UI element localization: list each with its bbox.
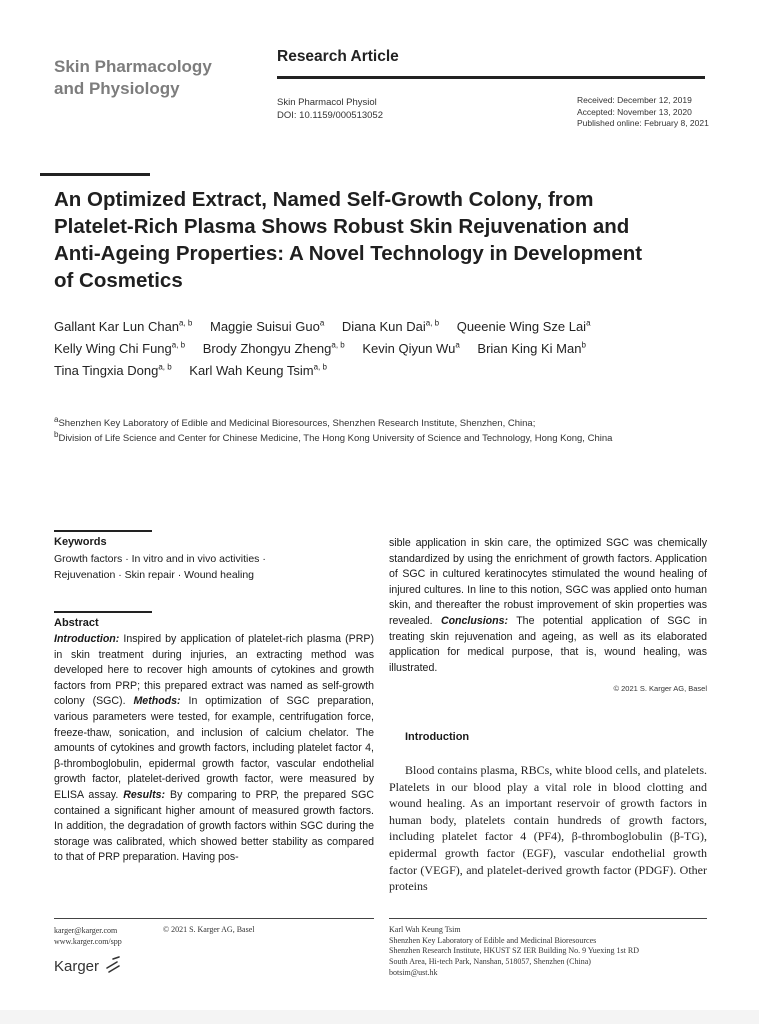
publisher-email-link[interactable]: karger@karger.com <box>54 926 118 935</box>
author-name: Kelly Wing Chi Fung$^{a, b}$ <box>54 340 186 356</box>
abstract-continuation <box>389 536 707 676</box>
abstract-conclusions-text: The potential application of SGC in treating skin rejuvenation and ageing, as well as its elaborated application for medical purpose, that is, wound healing, was illustrated. <box>389 614 707 674</box>
keywords-heading: Keywords <box>54 536 107 548</box>
received-date: Received: December 12, 2019 <box>577 95 692 105</box>
author-name: Gallant Kar Lun Chan$^{a, b}$ <box>54 318 193 334</box>
abstract-intro-text: Inspired by application of platelet-rich plasma (PRP) in skin treatment during injuries, an extracting method was developed here to recover high amounts of cytokines and growth factors from PRP; this prepared extract was named as self-growth colony (SGC). <box>54 633 374 708</box>
footer-copyright: © 2021 S. Karger AG, Basel <box>163 925 255 934</box>
abstract-results-text: By comparing to PRP, the prepared SGC contained a significant higher amount of measured growth factors. In addition, the degradation of growth factors within SGC during the storage was calibrated, which showed better stability as compared to that of PRP preparation. Having pos- <box>54 788 375 864</box>
abstract-methods-text: In optimization of SGC preparation, various parameters were tested, for example, centrifugation force, freeze-thaw, sonication, and inclusion of calcium chelator. The amounts of cytokines and growth factors, including platelet factor 4, β-thromboglobulin, epidermal growth factor, vascular endothelial growth factor, platelet-derived growth factor, were measured by ELISA assay. <box>54 695 374 801</box>
keywords-list <box>54 551 374 583</box>
abstract-heading: Abstract <box>54 617 99 629</box>
publisher-contact <box>54 925 122 947</box>
introduction-text: Blood contains plasma, RBCs, white blood cells, and platelets. Platelets in our blood play a vital role in blood clotting and wound healing. As an important reservoir of growth factors in human body, platelets contain hundreds of growth factors, including platelet factor 4 (PF4), β-thromboglobulin (β-TG), epidermal growth factor (EGF), vascular endothelial growth factor (VEGF), and platelet-derived growth factor (PDGF). Other proteins <box>389 763 707 894</box>
journal-name-line1: Skin Pharmacology <box>54 57 212 76</box>
abstract-body <box>54 632 374 866</box>
correspondence-line2: Shenzhen Research Institute, HKUST SZ IER Building No. 9 Yuexing 1st RD <box>389 946 639 956</box>
correspondence-email-link[interactable]: botsim@ust.hk <box>389 967 438 977</box>
publication-dates <box>577 95 709 130</box>
author-name: Brody Zhongyu Zheng$^{a, b}$ <box>202 340 345 356</box>
correspondence-name: Karl Wah Keung Tsim <box>389 925 461 934</box>
abstract-intro-label: Introduction: <box>54 633 120 645</box>
publisher-logo <box>54 958 99 975</box>
affiliation-a: $^a$Shenzhen Key Laboratory of Edible and Medicinal Bioresources, Shenzhen Research Institute, Shenzhen, China; <box>54 414 536 429</box>
author-affiliation-marker: a <box>455 340 460 350</box>
journal-name-line2: and Physiology <box>54 79 180 98</box>
correspondence-line3: South Area, Hi-tech Park, Nanshan, 518057, Shenzhen (China) <box>389 957 591 967</box>
abstract-methods-label: Methods: <box>133 695 181 708</box>
affiliations <box>54 416 634 446</box>
author-name: Tina Tingxia Dong$^{a, b}$ <box>54 362 172 378</box>
author-name: Kevin Qiyun Wu$^a$ <box>362 340 460 356</box>
author-affiliation-marker: a <box>319 318 325 328</box>
author-name: Karl Wah Keung Tsim$^{a, b}$ <box>189 362 327 378</box>
header-rule <box>277 76 705 79</box>
author-affiliation-marker: a, b <box>425 318 440 328</box>
journal-meta <box>277 96 383 122</box>
author-name: Maggie Suisui Guo$^a$ <box>210 318 325 334</box>
author-name: Diana Kun Dai$^{a, b}$ <box>341 318 440 334</box>
publisher-name: Karger <box>54 958 100 975</box>
correspondence-line1: Shenzhen Key Laboratory of Edible and Medicinal Bioresources <box>389 935 597 945</box>
page-bottom-bar <box>0 1010 759 1024</box>
author-list <box>54 316 614 382</box>
abstract-conclusions-label: Conclusions: <box>440 614 509 627</box>
journal-abbrev: Skin Pharmacol Physiol <box>277 97 377 108</box>
abstract-rule <box>54 611 152 613</box>
author-name: Brian King Ki Man$^b$ <box>477 340 586 356</box>
abstract-results-label: Results: <box>123 788 166 801</box>
footer-rule-left <box>54 918 374 919</box>
correspondence <box>389 925 707 979</box>
abstract-copyright: © 2021 S. Karger AG, Basel <box>613 684 707 693</box>
author-affiliation-marker: a, b <box>158 362 172 372</box>
abstract-results-text-continued: sible application in skin care, the optimized SGC was chemically standardized by using the enrichment of growth factors. Application of SGC in cultured keratinocytes stimulated the wound healing of injured cultures. In line to this notion, SGC was applied onto human skin, and thereafter the robust improvement of skin properties was revealed. <box>389 537 707 627</box>
article-type-label: Research Article <box>277 48 399 65</box>
author-affiliation-marker: a, b <box>331 340 345 350</box>
keywords-rule <box>54 530 152 532</box>
karger-mark-icon <box>104 954 126 976</box>
affiliation-b: $^b$Division of Life Science and Center for Chinese Medicine, The Hong Kong University of Science and Technology, Hong Kong, China <box>54 429 613 444</box>
title-rule <box>40 173 150 176</box>
keywords-line1: Growth factors · In vitro and in vivo activities · <box>54 553 266 565</box>
doi: DOI: 10.1159/000513052 <box>277 110 383 121</box>
author-affiliation-marker: b <box>581 340 586 350</box>
footer-rule-right <box>389 918 707 919</box>
publisher-url-link[interactable]: www.karger.com/spp <box>54 937 122 946</box>
author-name: Queenie Wing Sze Lai$^a$ <box>456 318 591 334</box>
keywords-line2: Rejuvenation · Skin repair · Wound healing <box>54 569 255 581</box>
author-affiliation-marker: a <box>586 318 591 328</box>
accepted-date: Accepted: November 13, 2020 <box>577 106 692 117</box>
author-affiliation-marker: a, b <box>179 318 193 328</box>
author-affiliation-marker: a, b <box>313 362 327 372</box>
published-date: Published online: February 8, 2021 <box>577 118 709 128</box>
article-title: An Optimized Extract, Named Self-Growth Colony, from Platelet-Rich Plasma Shows Robust Skin Rejuvenation and Anti-Ageing Properties: A Novel Technology in Development of Cosmetics <box>54 188 643 292</box>
introduction-heading: Introduction <box>405 731 470 743</box>
author-affiliation-marker: a, b <box>171 340 186 350</box>
journal-name <box>54 56 212 100</box>
